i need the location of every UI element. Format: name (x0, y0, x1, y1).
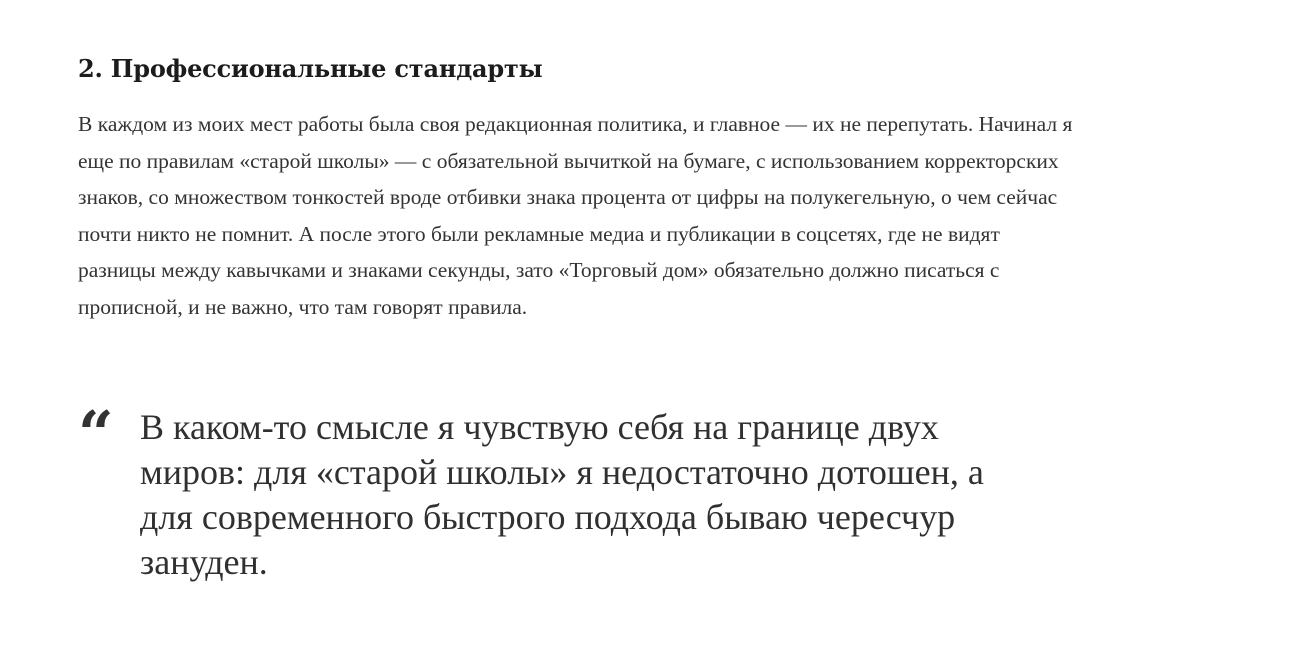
section-heading: 2. Профессиональные стандарты (78, 54, 543, 83)
quote-text: В каком-то смысле я чувствую себя на границе двух миров: для «старой школы» я недостаточно дотошен, а для современного быстрого подхода бываю чересчур зануден. (140, 407, 984, 582)
quote-mark-icon: “ (78, 397, 114, 470)
pull-quote (78, 397, 1038, 585)
body-paragraph: В каждом из моих мест работы была своя редакционная политика, и главное — их не перепутать. Начинал я еще по правилам «старой школы» — с обязательной вычиткой на бумаге, с использованием корректорских знаков, со множеством тонкостей вроде отбивки знака процента от цифры на полукегельную, о чем сейчас почти никто не помнит. А после этого были рекламные медиа и публикации в соцсетях, где не видят разницы между кавычками и знаками секунды, зато «Торговый дом» обязательно должно писаться с прописной, и не важно, что там говорят правила. (78, 112, 1073, 319)
article-section (78, 52, 1078, 326)
